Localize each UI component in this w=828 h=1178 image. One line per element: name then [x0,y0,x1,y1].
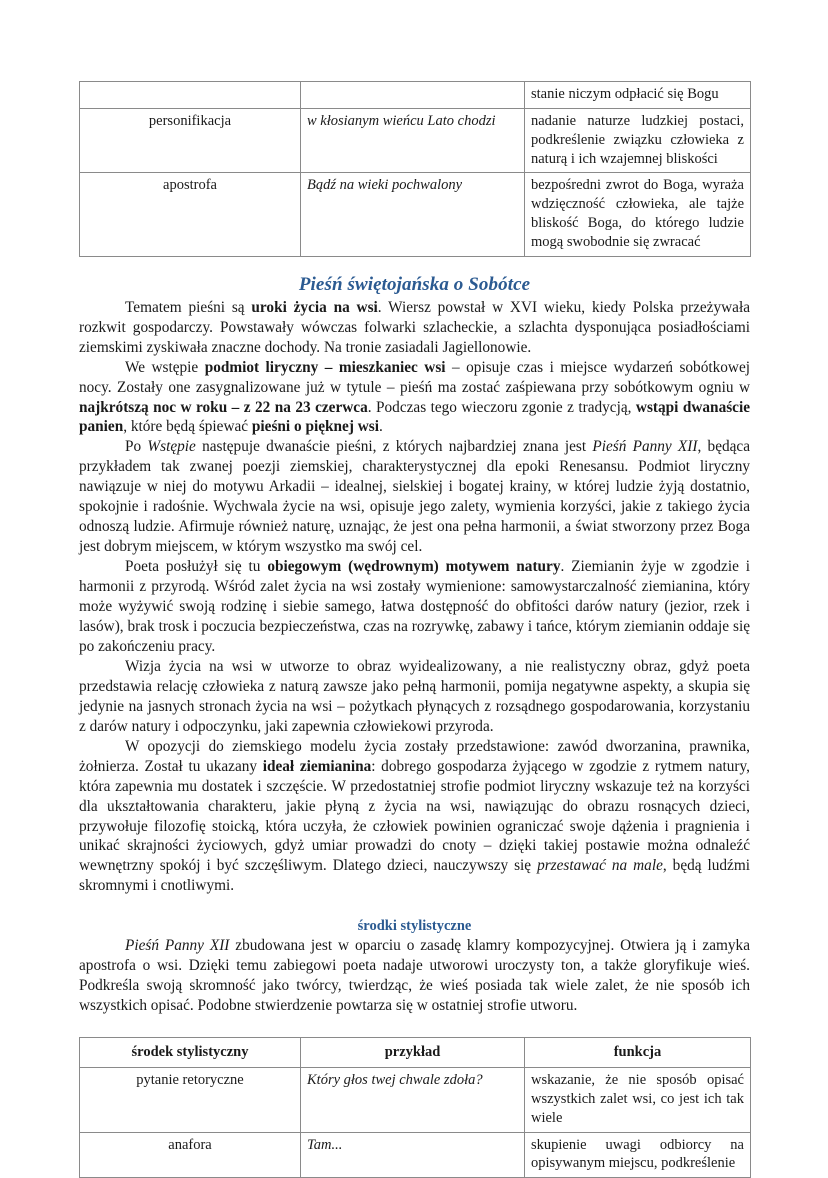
text-run: następuje dwanaście pieśni, z których najbardziej znana jest [195,438,593,456]
section-heading-stylistic-devices: środki stylistyczne [357,918,472,935]
text-run: Pieśń Panny XII [592,438,698,456]
paragraph [79,298,750,358]
table-row [80,1068,751,1133]
spacer [79,1016,750,1037]
stylistic-devices-table-bottom [79,1037,751,1178]
cell-function: nadanie naturze ludzkiej postaci, podkreślenie związku człowieka z naturą i ich wzajemnej bliskości [525,108,751,173]
cell-device: anafora [80,1132,301,1178]
paragraph [79,936,750,1016]
cell-device: apostrofa [80,173,301,256]
column-header-device: środek stylistyczny [80,1038,301,1068]
paragraph [79,437,750,557]
text-run: Tematem pieśni są [125,298,252,316]
text-run: zbudowana jest w oparciu o zasadę klamry kompozycyjnej. Otwiera ją i zamyka apostrofa o wsi. Dzięki temu zabiegowi poeta nadaje utworowi uroczysty ton, a także gloryfikuje wieś. Podkreśla swoją skromność jako twórcy, twierdząc, że wieś posiada tak wiele zalet, że nie sposób ich wszystkich opisać. Podobne stwierdzenie powtarza się w ostatniej strofie utworu. [79,937,750,1015]
text-run: Pieśń Panny XII [125,937,230,955]
cell-device: personifikacja [80,108,301,173]
cell-function: skupienie uwagi odbiorcy na opisywanym miejscu, podkreślenie [525,1132,751,1178]
text-run: najkrótszą noc w roku – z 22 na 23 czerwca [79,398,368,416]
text-run: . Ziemianin żyje w zgodzie i harmonii z przyrodą. Wśród zalet życia na wsi zostały wymienione: samowystarczalność ziemianina, który może wyżywić swoją rodzinę i siebie samego, łatwa dostępność do obfitości darów natury (jezior, rzek i lasów), brak trosk i poczucia bezpieczeństwa, czas na rozrywkę, zabawy i tańce, którym ziemianin oddaje się po zakończeniu pracy. [79,558,751,655]
cell-function: bezpośredni zwrot do Boga, wyraża wdzięczność człowieka, ale tajże bliskość Boga, do którego ludzie mogą swobodnie się zwracać [525,173,751,256]
text-run: . [379,418,383,436]
page-title: Pieśń świętojańska o Sobótce [298,273,531,295]
column-header-example: przykład [301,1038,525,1068]
text-run: przestawać na male [537,857,663,875]
cell-function: stanie niczym odpłacić się Bogu [525,82,751,109]
text-run: podmiot liryczny – mieszkaniec wsi [204,358,446,376]
text-run: W opozycji do ziemskiego modelu życia zostały przedstawione: zawód dworzanina, prawnika, żołnierza. Został tu ukazany [79,737,750,775]
text-run: : dobrego gospodarza żyjącego w zgodzie z rytmem natury, która zapewnia mu dostatek i szczęście. W przedostatniej strofie podmiot liryczny wskazuje też na korzyści dla ukształtowania charakteru, jakie płyną z życia na wsi, nawiązując do obrazu rosnących dzieci, przywołuje filozofię stoicką, która uczyła, że człowiek powinien ograniczać swoje dążenia i pragnienia i unikać skrajności życiowych, gdyż umiar prowadzi do cnoty – dzięki takiej postawie można odnaleźć wewnętrzny spokój i być szczęśliwym. Dlatego dzieci, nauczywszy się [79,757,750,875]
text-run: Wizja życia na wsi w utworze to obraz wyidealizowany, a nie realistyczny obraz, gdyż poeta przedstawia relację człowieka z naturą zawsze jako pełną harmonii, pomija negatywne aspekty, a skupia się jedynie na jasnych stronach życia na wsi – pożytkach płynących z rozsądnego gospodarowania, korzystaniu z darów natury i odpoczynku, jaki zapewnia człowiekowi przyroda. [79,657,750,735]
text-run: Wstępie [147,438,196,456]
text-run: , będą ludźmi skromnymi i cnotliwymi. [79,857,750,895]
text-run: uroki życia na wsi [251,298,378,316]
cell-example [301,82,525,109]
text-run: Poeta posłużył się tu [125,558,268,576]
paragraph [79,358,750,438]
column-header-function: funkcja [525,1038,751,1068]
stylistic-devices-table-top [79,81,751,257]
cell-example: Tam... [301,1132,525,1178]
text-run: ideał ziemianina [262,757,372,775]
text-run: wstąpi dwanaście panien [79,398,750,436]
paragraph [79,557,750,657]
table-row [80,173,751,256]
cell-example: w kłosianym wieńcu Lato chodzi [301,108,525,173]
table-header-row [80,1038,751,1068]
text-run: pieśni o pięknej wsi [251,418,379,436]
cell-device: pytanie retoryczne [80,1068,301,1133]
cell-example: Który głos twej chwale zdoła? [301,1068,525,1133]
text-run: . Wiersz powstał w XVI wieku, kiedy Polska przeżywała rozkwit gospodarczy. Powstawały wówczas folwarki szlacheckie, a szlachta dysponująca posiadłościami ziemskimi zyskiwała znaczne dochody. Na tronie zasiadali Jagiellonowie. [79,298,750,356]
paragraph [79,737,750,897]
table-row [80,108,751,173]
table-row [80,82,751,109]
page-content [79,81,750,1178]
text-run: – opisuje czas i miejsce wydarzeń sobótkowej nocy. Zostały one zasygnalizowane już w tytule – pieśń ma zostać zaśpiewana przy sobótkowym ogniu w [79,358,750,396]
text-run: Po [125,438,148,456]
paragraph [79,657,750,737]
text-run: . Podczas tego wieczoru zgonie z tradycją, [367,398,636,416]
text-run: obiegowym (wędrownym) motywem natury [267,558,561,576]
cell-example: Bądź na wieki pochwalony [301,173,525,256]
text-run: , które będą śpiewać [123,418,252,436]
text-run: , będąca przykładem tak zwanej poezji ziemskiej, charakterystycznej dla epoki Renesansu. Podmiot liryczny nawiązuje w niej do motywu Arkadii – idealnej, sielskiej i bogatej krainy, w której ludzie żyją dostatnio, spokojnie i radośnie. Wychwala życie na wsi, opisuje jego zalety, wymienia korzyści, jakie z takiego życia odnoszą ludzie. Afirmuje również naturę, uznając, że jest ona pełna harmonii, a świat stworzony przez Boga jest dobrym miejscem, w którym wszystko ma swój cel. [79,438,751,556]
text-run: We wstępie [125,358,205,376]
cell-device [80,82,301,109]
cell-function: wskazanie, że nie sposób opisać wszystkich zalet wsi, co jest ich tak wiele [525,1068,751,1133]
